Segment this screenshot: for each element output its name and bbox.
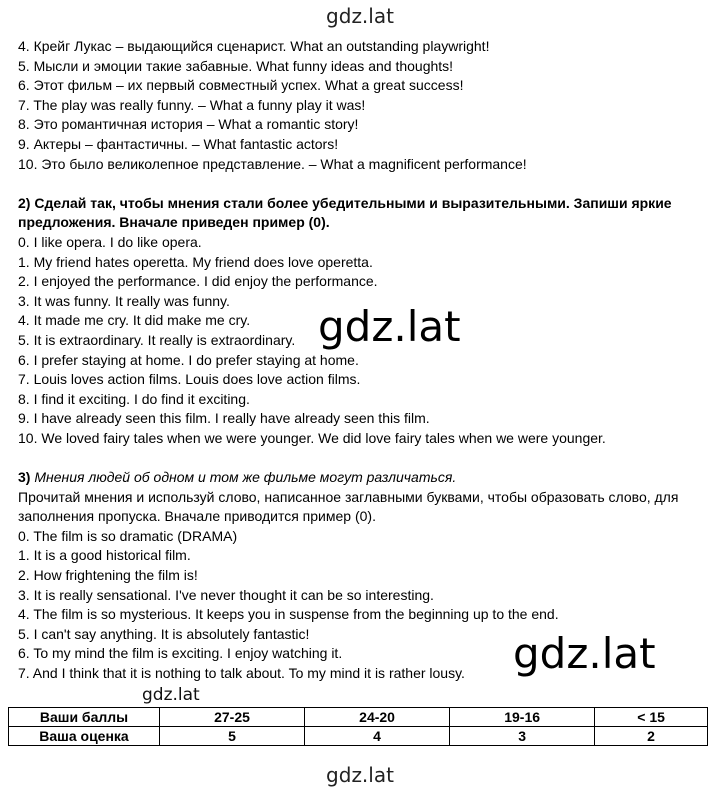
table-cell: 5 [160, 727, 305, 746]
watermark-top: gdz.lat [326, 4, 394, 28]
table-cell: 27-25 [160, 708, 305, 727]
list-item: 5. It is extraordinary. It really is extraordinary. [18, 331, 296, 348]
section-3-number: 3) [18, 469, 31, 486]
list-item: 0. The film is so dramatic (DRAMA) [18, 527, 238, 544]
list-item: 8. Это романтичная история – What a romantic story! [18, 116, 359, 133]
section-1-list [18, 37, 708, 174]
table-cell: 24-20 [305, 708, 450, 727]
list-item: 0. I like opera. I do like opera. [18, 233, 202, 250]
list-item: 4. Крейг Лукас – выдающийся сценарист. What an outstanding playwright! [18, 38, 490, 54]
section-2-heading: 2) Сделай так, чтобы мнения стали более убедительными и выразительными. Запиши яркие предложения. Вначале приведен пример (0). [18, 194, 672, 231]
section-3-title-text: Мнения людей об одном и том же фильме могут различаться. [34, 469, 457, 486]
list-item: 10. We loved fairy tales when we were younger. We did love fairy tales when we were younger. [18, 429, 606, 446]
list-item: 6. Этот фильм – их первый совместный успех. What a great success! [18, 77, 464, 94]
watermark-right: gdz.lat [513, 629, 656, 678]
list-item: 7. Louis loves action films. Louis does love action films. [18, 371, 361, 388]
list-item: 7. And I think that it is nothing to talk about. To my mind it is rather lousy. [18, 665, 465, 681]
section-3-instruction: Прочитай мнения и используй слово, написанное заглавными буквами, чтобы образовать слово, для заполнения пропуска. Вначале приводится пример (0). [18, 488, 679, 525]
list-item: 5. I can't say anything. It is absolutely fantastic! [18, 625, 310, 642]
list-item: 9. I have already seen this film. I really have already seen this film. [18, 410, 430, 427]
list-item: 2. I enjoyed the performance. I did enjoy the performance. [18, 273, 378, 290]
list-item: 4. The film is so mysterious. It keeps you in suspense from the beginning up to the end. [18, 606, 559, 623]
table-cell: 4 [305, 727, 450, 746]
list-item: 5. Мысли и эмоции такие забавные. What funny ideas and thoughts! [18, 57, 454, 74]
list-item: 2. How frightening the film is! [18, 567, 198, 584]
table-cell: 3 [450, 727, 595, 746]
list-item: 10. Это было великолепное представление. – What a magnificent performance! [18, 155, 527, 172]
list-item: 1. It is a good historical film. [18, 547, 191, 564]
list-item: 8. I find it exciting. I do find it exciting. [18, 390, 250, 407]
table-cell: < 15 [595, 708, 708, 727]
list-item: 4. It made me cry. It did make me cry. [18, 312, 251, 329]
list-item: 3. It is really sensational. I've never thought it can be so interesting. [18, 586, 434, 603]
score-table [8, 707, 708, 746]
table-cell: Ваши баллы [9, 708, 160, 727]
document-body [18, 37, 708, 684]
table-row [9, 727, 708, 746]
watermark-small: gdz.lat [142, 685, 200, 705]
watermark-middle: gdz.lat [318, 302, 461, 351]
table-cell: 19-16 [450, 708, 595, 727]
list-item: 7. The play was really funny. – What a funny play it was! [18, 96, 366, 113]
table-cell: Ваша оценка [9, 727, 160, 746]
table-cell: 2 [595, 727, 708, 746]
list-item: 6. To my mind the film is exciting. I enjoy watching it. [18, 645, 343, 662]
list-item: 3. It was funny. It really was funny. [18, 292, 230, 309]
list-item: 6. I prefer staying at home. I do prefer staying at home. [18, 351, 359, 368]
watermark-bottom: gdz.lat [326, 763, 394, 787]
section-3-title [18, 468, 708, 488]
table-row [9, 708, 708, 727]
list-item: 9. Актеры – фантастичны. – What fantastic actors! [18, 135, 339, 152]
list-item: 1. My friend hates operetta. My friend does love operetta. [18, 253, 373, 270]
